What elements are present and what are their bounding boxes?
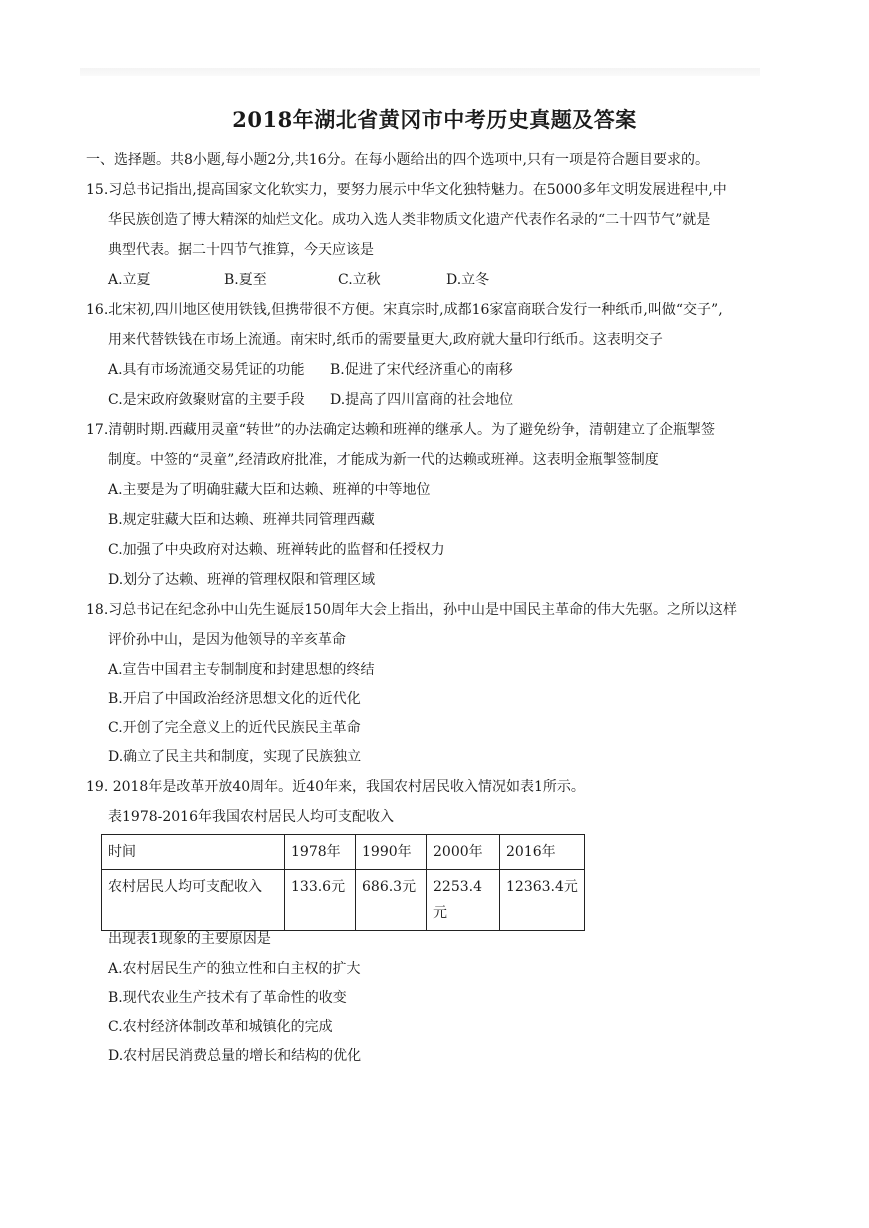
question-15-line-3: 典型代表。据二十四节气推算，今天应该是 [108,242,374,258]
question-15-line-2: 华民族创造了博大精深的灿烂文化。成功入选人类非物质文化遗产代表作名录的“二十四节气”就是 [108,212,711,228]
question-16-line-1: 16.北宋初,四川地区使用铁钱,但携带很不方便。宋真宗时,成都16家富商联合发行一种纸币,叫做“交子”, [86,302,723,318]
table-cell: 农村居民人均可支配收入 [102,870,285,931]
table-header-cell: 2000年 [427,835,500,870]
table-caption: 表1978-2016年我国农村居民人均可支配收入 [108,809,394,825]
question-15-option-d: D.立冬 [446,272,490,288]
header-rule [80,68,760,76]
table-header-cell: 2016年 [500,835,585,870]
question-17-line-1: 17.清朝时期.西藏用灵童“转世”的办法确定达赖和班禅的继承人。为了避免纷争，清朝建立了企瓶掣签 [86,422,716,438]
question-18-option-c: C.开创了完全意义上的近代民族民主革命 [108,720,361,736]
question-19-option-c: C.农村经济体制改革和城镇化的完成 [108,1019,333,1035]
table-header-cell: 时间 [102,835,285,870]
table-header-row [102,835,585,870]
question-18-option-a: A.宣告中国君主专制制度和封建思想的终结 [108,662,375,678]
income-table [101,834,585,931]
question-18-line-1: 18.习总书记在纪念孙中山先生诞辰150周年大会上指出，孙中山是中国民主革命的伟大先驱。之所以这样 [86,602,737,618]
section-instructions: 一、选择题。共8小题,每小题2分,共16分。在每小题给出的四个选项中,只有一项是符合题目要求的。 [86,152,709,168]
question-16-option-b: B.促进了宋代经济重心的南移 [330,362,513,378]
table-cell: 2253.4元 [427,870,500,931]
question-17-line-2: 制度。中签的“灵童”,经清政府批准，才能成为新一代的达赖或班禅。这表明金瓶掣签制度 [108,452,659,468]
question-17-option-a: A.主要是为了明确驻藏大臣和达赖、班禅的中等地位 [108,482,431,498]
page-title: 2018年湖北省黄冈市中考历史真题及答案 [232,107,637,132]
table-row [102,870,585,931]
table-cell: 133.6元 [285,870,356,931]
question-19-after-table: 出现表1现象的主要原因是 [108,931,271,947]
question-17-option-d: D.划分了达赖、班禅的管理权限和管理区域 [108,572,376,588]
question-16-option-c: C.是宋政府敛聚财富的主要手段 [108,392,305,408]
question-15-option-a: A.立夏 [108,272,151,288]
question-19-option-d: D.农村居民消费总量的增长和结构的优化 [108,1048,362,1064]
question-19-option-a: A.农村居民生产的独立性和白主权的扩大 [108,961,361,977]
question-16-option-d: D.提高了四川富商的社会地位 [330,392,514,408]
question-16-line-2: 用来代替铁钱在市场上流通。南宋时,纸币的需要量更大,政府就大量印行纸币。这表明交子 [108,332,663,348]
question-18-line-2: 评价孙中山，是因为他领导的辛亥革命 [108,632,346,648]
question-19-line-1: 19. 2018年是改革开放40周年。近40年来，我国农村居民收入情况如表1所示。 [86,779,585,795]
question-15-option-b: B.夏至 [224,272,267,288]
table-header-cell: 1978年 [285,835,356,870]
table-cell: 12363.4元 [500,870,585,931]
question-15-option-c: C.立秋 [338,272,381,288]
table-cell: 686.3元 [356,870,427,931]
question-17-option-b: B.规定驻藏大臣和达赖、班禅共同管理西藏 [108,512,375,528]
question-18-option-b: B.开启了中国政治经济思想文化的近代化 [108,691,361,707]
question-19-option-b: B.现代农业生产技术有了革命性的收变 [108,990,347,1006]
table-header-cell: 1990年 [356,835,427,870]
question-15-line-1: 15.习总书记指出,提高国家文化软实力，要努力展示中华文化独特魅力。在5000多年文明发展进程中,中 [86,182,727,198]
question-16-option-a: A.具有市场流通交易凭证的功能 [108,362,305,378]
question-18-option-d: D.确立了民主共和制度，实现了民族独立 [108,749,362,765]
question-17-option-c: C.加强了中央政府对达赖、班禅转此的监督和任授权力 [108,542,445,558]
